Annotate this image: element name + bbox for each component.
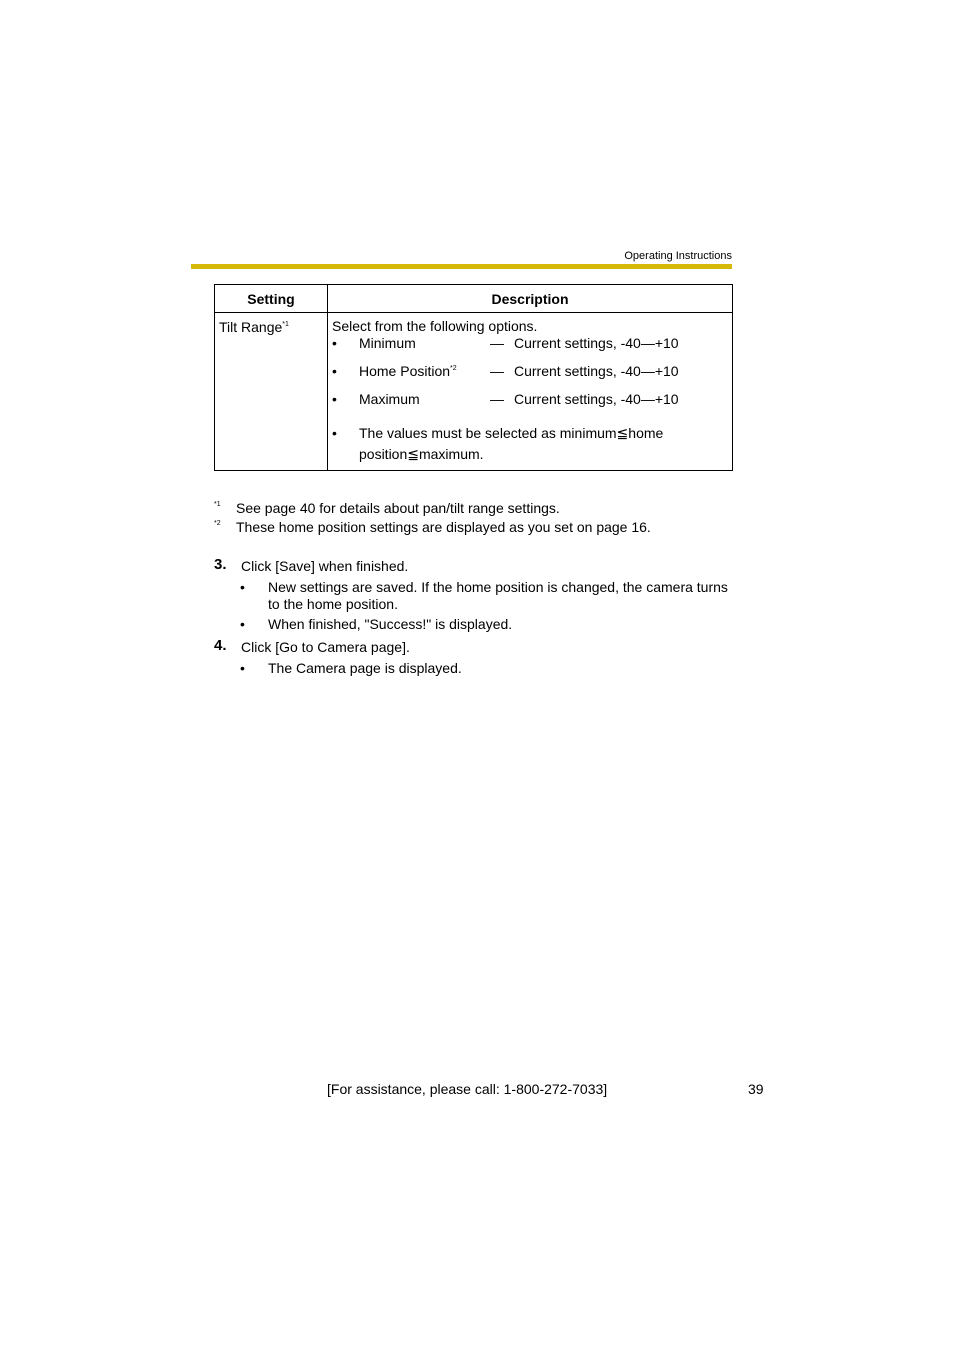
option-name-text: Home Position [359,363,451,379]
bullet-icon: • [332,391,337,407]
option-name: Minimum [359,335,416,351]
setting-footnote-ref: *1 [282,321,289,328]
bullet-icon: • [240,616,245,632]
description-intro: Select from the following options. [332,318,538,334]
option-value: Current settings, -40—+10 [514,335,679,351]
option-dash: — [490,391,504,407]
step-bullet [240,616,732,633]
setting-name: Tilt Range [219,319,283,335]
step-bullet [240,660,732,677]
option-item [332,391,732,419]
setting-cell [215,313,328,471]
option-name [359,363,457,380]
footnote-text: See page 40 for details about pan/tilt range settings. [236,500,560,516]
bullet-icon: • [240,579,245,595]
footnote-mark: *1 [214,501,221,508]
assistance-line: [For assistance, please call: 1-800-272-7033] [327,1081,608,1097]
footnote-text: These home position settings are displayed as you set on page 16. [236,519,651,535]
table-header-row [215,285,733,313]
step-bullet-text: The Camera page is displayed. [268,660,462,676]
bullet-icon: • [332,425,337,441]
step-number: 3. [214,556,227,573]
step-number: 4. [214,637,227,654]
description-cell [328,313,733,471]
footnote-mark: *2 [214,520,221,527]
option-value: Current settings, -40—+10 [514,391,679,407]
option-name: Maximum [359,391,420,407]
bullet-icon: • [240,660,245,676]
option-item [332,363,732,391]
step-text: Click [Go to Camera page]. [241,639,410,655]
option-item [332,335,732,363]
running-header: Operating Instructions [624,250,732,262]
option-dash: — [490,363,504,379]
step-bullet-text: New settings are saved. If the home position is changed, the camera turns to the home position. [268,579,728,612]
header-description: Description [328,285,733,313]
step-bullet [240,579,732,613]
option-footnote-ref: *2 [450,365,457,372]
constraint-text: The values must be selected as minimum≦home position≦maximum. [359,425,664,462]
bullet-icon: • [332,363,337,379]
header-setting: Setting [215,285,328,313]
option-dash: — [490,335,504,351]
page-number: 39 [748,1081,764,1097]
constraint-note [332,423,732,465]
header-rule [191,264,732,269]
settings-table [214,284,733,471]
step-text: Click [Save] when finished. [241,558,409,574]
option-value: Current settings, -40—+10 [514,363,679,379]
table-row [215,313,733,471]
step-bullet-text: When finished, "Success!" is displayed. [268,616,513,632]
bullet-icon: • [332,335,337,351]
